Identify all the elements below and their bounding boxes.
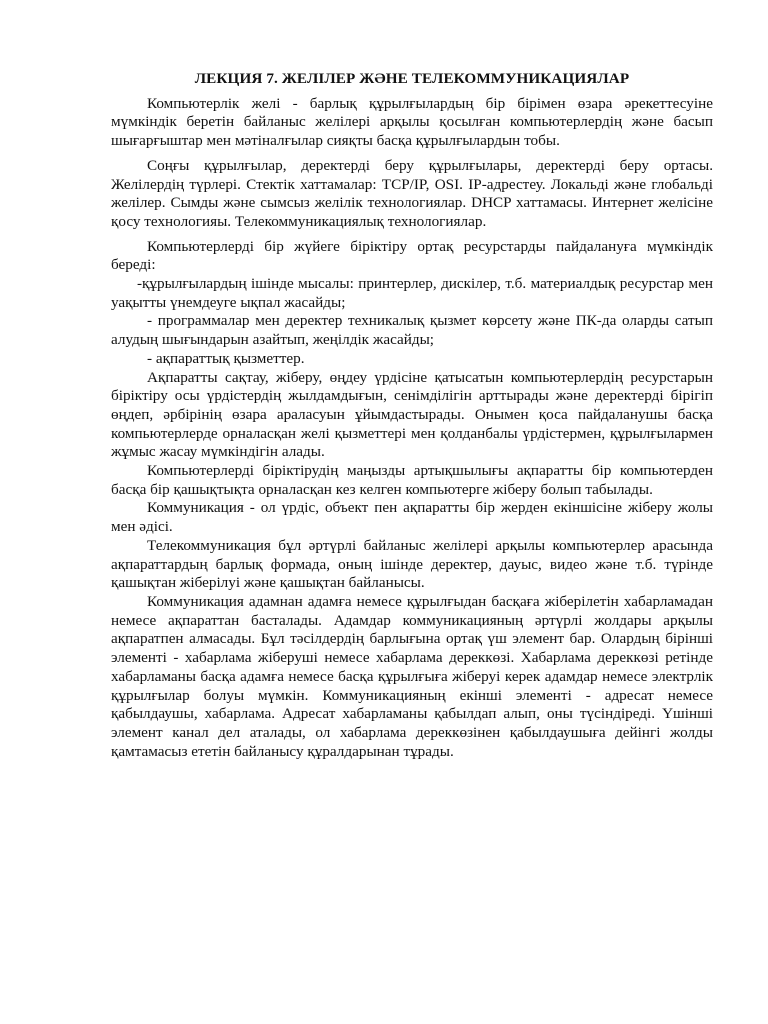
paragraph-communication-elements: Коммуникация адамнан адамға немесе құрылғыдан басқаға жіберілетін хабарламадан немесе ақпараттан басталады. Адамдар коммуникацияның әртүрлі жолдары арқылы ақпаратпен алмасады. Бұл тәсілдердің барлығына ортақ үш элемент бар. Олардың бірінші элементі - хабарлама жіберуші немесе хабарлама дереккөзі. Хабарлама дереккөзі ретінде хабарламаны басқа адамға немесе басқа құрылғыға жіберуі керек адамдар немесе электрлік құрылғылар болуы мүмкін. Коммуникацияның екінші элементі - адресат немесе қабылдаушы, хабарлама. Адресат хабарламаны қабылдап алып, оны түсіндіреді. Үшінші элемент канал дел аталады, ол хабарлама дереккөзінен қабылдаушыға дейінгі жолды қамтамасыз ететін байланысу құралдарынан тұрады. [111,592,713,760]
paragraph-list-info-services: - ақпараттық қызметтер. [147,349,305,367]
paragraph-resource-integration: Ақпаратты сақтау, жіберу, өңдеу үрдісіне қатысатын компьютерлердің ресурстарын біріктіру осы үрдістердің жылдамдығын, сенімділігін арттырады және деректерді бірігіп өңдеп, әрбірінің өзара араласуын ұйымдастырады. Онымен қоса пайдаланушы басқа компьютерлерде орналасқан желі қызметтері мен қолданбалы үрдістермен, құрылғылармен жұмыс жасау мүмкіндігін алады. [111,368,713,461]
paragraph-advantage: Компьютерлерді біріктірудің маңызды артықшылығы ақпаратты бір компьютерден басқа бір қашықтықта орналасқан кез келген компьютерге жіберу болып табылады. [111,462,713,498]
paragraph-list-devices: -құрылғылардың ішінде мысалы: принтерлер, дискілер, т.б. материалдық ресурстар мен уақытты үнемдеуге ықпал жасайды; [111,275,713,311]
paragraph-list-programs: - программалар мен деректер техникалық қызмет көрсету және ПК-да оларды сатып алудың шығындарын азайтып, жеңілдік жасайды; [111,312,713,349]
paragraph-topics: Соңғы құрылғылар, деректерді беру құрылғылары, деректерді беру ортасы. Желілердің түрлері. Стектік хаттамалар: TCP/IP, OSI. IP-адрестеу. Локальді және глобальді желілер. Сымды және сымсыз желілік технологиялар. DHCP хаттамасы. Интернет желісіне қосу технологияы. Телекоммуникациялық технологиялар. [111,156,713,230]
paragraph-shared-resources: Компьютерлерді бір жүйеге біріктіру ортақ ресурстарды пайдалануға мүмкіндік береді: [111,237,713,274]
paragraph-communication-definition: Коммуникация - ол үрдіс, объект пен ақпаратты бір жерден екіншісіне жіберу жолы мен әдісі. [111,499,713,536]
paragraph-telecommunication-definition: Телекоммуникация бұл әртүрлі байланыс желілері арқылы компьютерлер арасында ақпараттардың барлық формада, оның ішінде деректер, дауыс, видео және т.б. түрінде қашықтан жіберілуі және қашықтан байланысы. [111,536,713,592]
document-page [111,62,713,761]
paragraph-network-definition: Компьютерлік желі - барлық құрылғылардың бір бірімен өзара әрекеттесуіне мүмкіндік беретін байланыс желілері арқылы қосылған компьютерлердің және басып шығарғыштар мен мәтіналғылар сияқты басқа құрылғылардын тобы. [111,94,713,150]
lecture-title: ЛЕКЦИЯ 7. ЖЕЛІЛЕР ЖӘНЕ ТЕЛЕКОММУНИКАЦИЯЛАР [194,70,630,87]
